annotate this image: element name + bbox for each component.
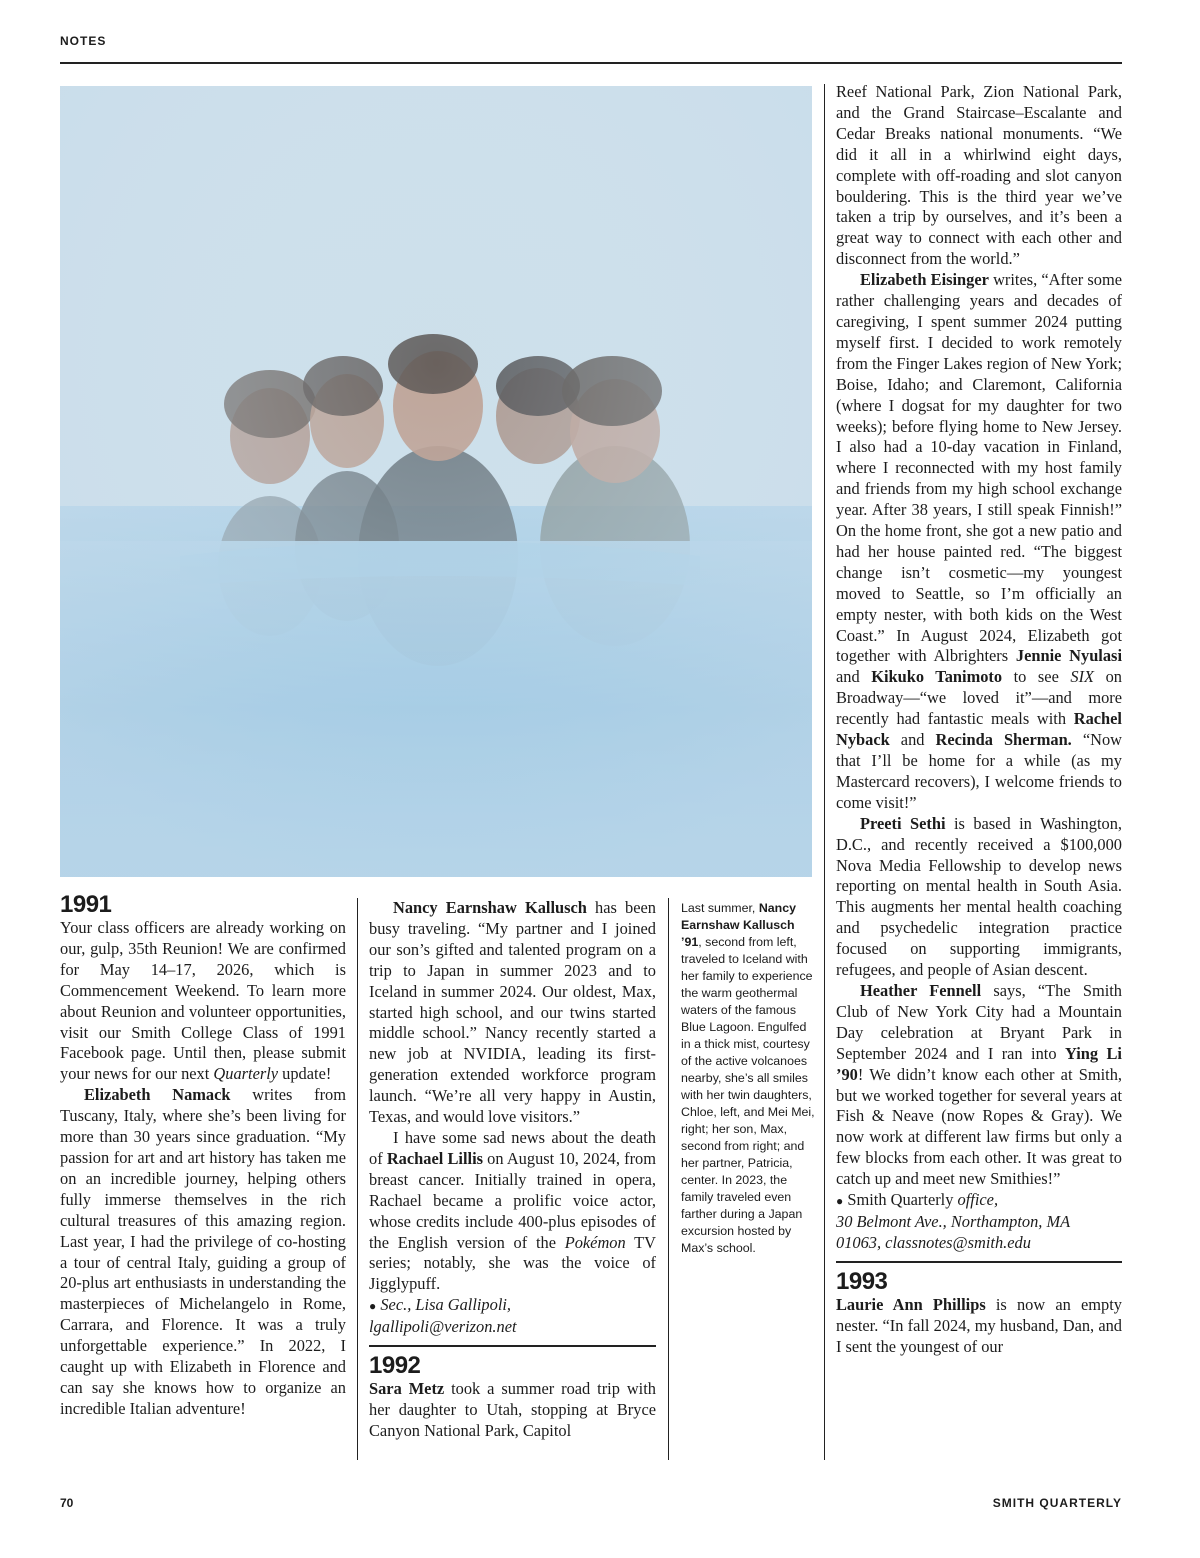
caption-text: Last summer, <box>681 901 759 915</box>
italic-text: Pokémon <box>564 1232 626 1252</box>
office-contact <box>836 1190 1122 1254</box>
text: took a summer road trip with her daughter to Utah, stopping at Bryce Canyon National Park, Capitol <box>369 1379 656 1440</box>
office-address: 30 Belmont Ave., Northampton, MA <box>836 1211 1071 1231</box>
section-rule <box>369 1345 656 1347</box>
person-name: Preeti Sethi <box>860 813 946 833</box>
section-rule <box>836 1261 1122 1263</box>
text: has been busy traveling. “My partner and I joined our son’s gifted and talented program on a trip to Japan in summer 2023 and to Iceland in summer 2024. Our oldest, Max, started high school, and our twins started middle school.” Nancy recently started a new job at NVIDIA, leading its first-generation extended workforce program launch. “We’re all very happy in Austin, Texas, and would love visitors.” <box>369 898 656 1127</box>
text: writes from Tuscany, Italy, where she’s been living for more than 30 years since graduation. “My passion for art and art history has taken me on an incredible journey, helping others fully immerse themselves in the rich cultural treasures of this amazing region. Last year, I had the privilege of co-hosting a tour of central Italy, guiding a group of 20-plus art enthusiasts in understanding the masterpieces of Michelangelo in Rome, Carrara, and Florence. It was a truly unforgettable experience.” In 2022, I caught up with Elizabeth in Florence and can say she knows how to organize an incredible Italian adventure! <box>60 1085 346 1418</box>
person-name: Nancy Earnshaw Kallusch <box>393 898 587 917</box>
person-name: Laurie Ann Phillips <box>836 1294 986 1314</box>
column-1991 <box>60 892 346 1420</box>
family-lagoon-photo <box>60 86 812 877</box>
office-name: Smith Quarterly <box>847 1190 958 1210</box>
person-name: Recinda Sherman. <box>935 730 1072 750</box>
section-label: NOTES <box>60 34 107 48</box>
page-number: 70 <box>60 1496 74 1510</box>
caption-text: , second from left, traveled to Iceland with her family to experience the warm geothermal waters of the famous Blue Lagoon. Engulfed in a thick mist, courtesy of the active volcanoes nearby, she’s all smiles with her twin daughters, Chloe, left, and Mei Mei, right; her son, Max, second from right; and her partner, Patricia, center. In 2023, the family traveled even farther during a Japan excursion hosted by Max’s school. <box>681 935 815 1255</box>
column-rule <box>357 898 358 1460</box>
office-email: 01063, classnotes@smith.edu <box>836 1232 1031 1252</box>
person-name: Rachel Nyback <box>836 709 1122 750</box>
person-name: Heather Fennell <box>860 980 982 1000</box>
column-middle <box>369 898 656 1442</box>
text: is now an empty nester. “In fall 2024, my husband, Dan, and I sent the youngest of our <box>836 1294 1122 1356</box>
paragraph <box>836 814 1122 981</box>
paragraph <box>836 270 1122 814</box>
paragraph <box>836 981 1122 1190</box>
text: is based in Washington, D.C., and recently received a $100,000 Nova Media Fellowship to develop news reporting on mental health in South Asia. This augments her mental health coaching and psychedelic integration practice focused on supporting immigrants, refugees, and people of Asian descent. <box>836 813 1122 980</box>
person-name: Elizabeth Eisinger <box>860 270 989 290</box>
year-heading-1993: 1993 <box>836 1267 888 1295</box>
text: on August 10, 2024, from breast cancer. Initially trained in opera, Rachael became a prolific voice actor, whose credits include 400-plus episodes of the English version of the <box>369 1148 656 1252</box>
secretary-name: Sec., Lisa Gallipoli, <box>380 1295 512 1315</box>
paragraph <box>369 1128 656 1295</box>
person-name: Jennie Nyulasi <box>1015 646 1122 666</box>
italic-text: SIX <box>1070 667 1095 687</box>
paragraph <box>60 1085 346 1420</box>
photo-illustration <box>60 86 812 877</box>
text: on Broadway—“we loved it”—and more recently had fantastic meals with <box>836 667 1122 729</box>
text: and <box>889 730 936 750</box>
column-rule <box>824 84 825 1460</box>
header-rule <box>60 62 1122 64</box>
secretary-email: lgallipoli@verizon.net <box>369 1317 517 1337</box>
publication-name: SMITH QUARTERLY <box>992 1496 1122 1510</box>
class-secretary <box>369 1295 656 1338</box>
photo-caption <box>681 900 815 1257</box>
person-name: Kikuko Tanimoto <box>871 667 1003 687</box>
text: update! <box>278 1064 332 1084</box>
italic-text: Quarterly <box>213 1064 279 1084</box>
office-label: office, <box>957 1190 999 1210</box>
column-rule <box>668 898 669 1460</box>
paragraph <box>369 898 656 1128</box>
text: TV series; notably, she was the voice of Jigglypuff. <box>369 1232 656 1294</box>
person-name: Rachael Lillis <box>386 1148 483 1168</box>
year-heading-1992: 1992 <box>369 1352 421 1380</box>
text: I have some sad news about the death of <box>369 1127 656 1168</box>
paragraph: Reef National Park, Zion National Park, and the Grand Staircase–Escalante and Cedar Breaks national monuments. “We did it all in a whirlwind eight days, complete with off-roading and slot canyon bouldering. This is the third year we’ve taken a trip by ourselves, and it’s been a great way to connect with each other and disconnect from the world.” <box>836 82 1122 269</box>
text: and <box>836 667 872 687</box>
person-name: Elizabeth Namack <box>84 1085 231 1105</box>
text: writes, “After some rather challenging years and decades of caregiving, I spent summer 2024 putting myself first. I decided to work remotely from the Finger Lakes region of New York; Boise, Idaho; and Claremont, California (where I dogsat for my daughter for two weeks); before flying home to New Jersey. I also had a 10-day vacation in Finland, where I reconnected with my host family and friends from my high school exchange year. After 38 years, I still speak Finnish!” On the home front, she got a new patio and had her house painted red. “The biggest change isn’t cosmetic—my youngest moved to Seattle, so I’m officially an empty nester, with both kids on the West Coast.” In August 2024, Elizabeth got together with Albrighters <box>836 270 1122 666</box>
person-name: Sara Metz <box>369 1379 445 1399</box>
paragraph <box>836 1295 1122 1358</box>
caption-name: Nancy Earnshaw Kallusch ’91 <box>681 901 797 949</box>
person-name: Ying Li ’90 <box>836 1043 1122 1084</box>
text: ! We didn’t know each other at Smith, but we worked together for several years at Fish & Neave (now Ropes & Gray). We now work at different law firms but only a few blocks from each other. It was great to catch up and meet new Smithies!” <box>836 1064 1122 1189</box>
column-right <box>836 82 1122 1357</box>
year-heading-1991: 1991 <box>60 891 112 918</box>
bullet-icon: ● <box>836 1194 844 1209</box>
bullet-icon: ● <box>369 1299 377 1314</box>
paragraph <box>60 918 346 1085</box>
text: Your class officers are already working on our, gulp, 35th Reunion! We are confirmed for May 14–17, 2026, which is Commencement Weekend. To learn more about Reunion and volunteer opportunities, visit our Smith College Class of 1991 Facebook page. Until then, please submit your news for our next <box>60 918 346 1084</box>
text: says, “The Smith Club of New York City had a Mountain Day celebration at Bryant Park in September 2024 and I ran into <box>836 980 1123 1063</box>
text: to see <box>1002 667 1071 687</box>
paragraph <box>369 1379 656 1442</box>
text: “Now that I’ll be home for a while (as my Mastercard recovers), I welcome friends to come visit!” <box>836 730 1122 812</box>
